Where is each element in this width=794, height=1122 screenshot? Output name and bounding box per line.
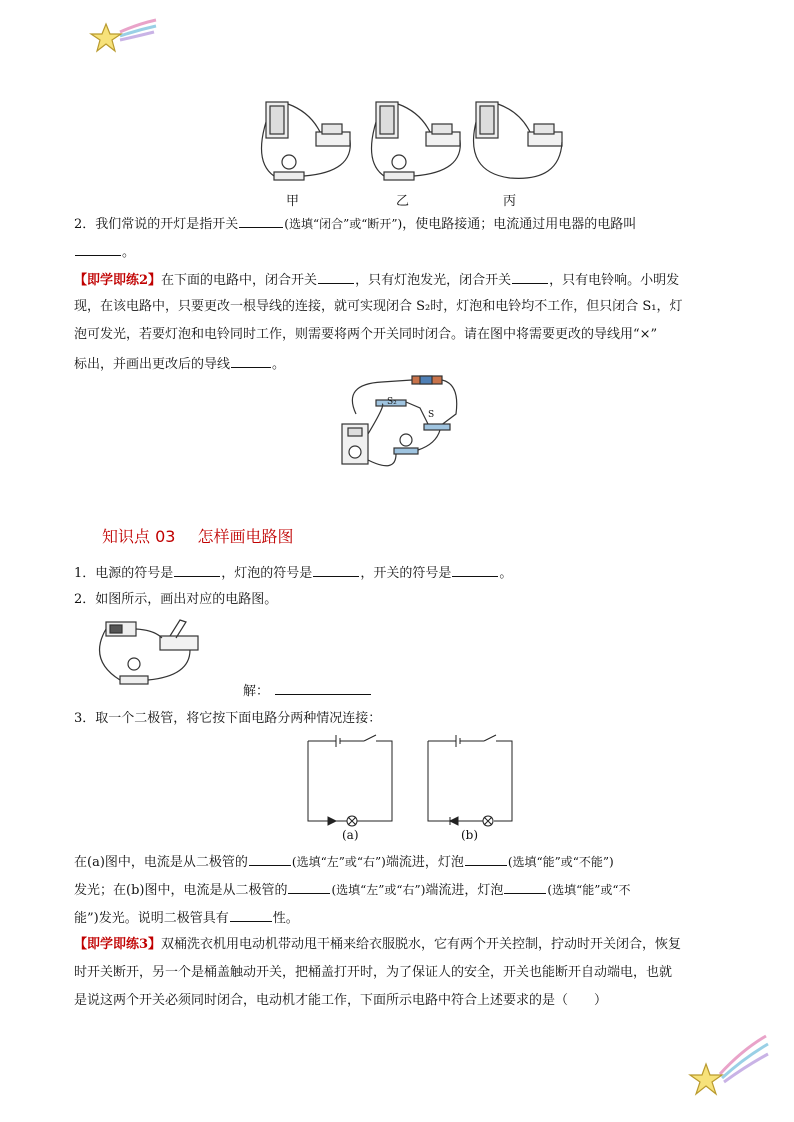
ex3-tag: 【即学即练3】 — [74, 937, 162, 952]
ex2-line4: 标出，并画出更改后的导线 。 — [74, 353, 754, 375]
q2-blank-1[interactable] — [239, 213, 283, 228]
q2-blank-2[interactable] — [75, 241, 121, 256]
k1-blank-1[interactable] — [174, 562, 220, 577]
k3-blank-2[interactable] — [465, 851, 507, 866]
k3-blank-4[interactable] — [504, 879, 546, 894]
circuit-figure-3 — [94, 616, 204, 692]
ex3-line1: 【即学即练3】双桶洗衣机用电动机带动甩干桶来给衣服脱水，它有两个开关控制，拧动时开关闭合，恢复 — [74, 937, 682, 952]
ex3-line2: 时开关断开，另一个是桶盖触动开关，把桶盖打开时，为了保证人的安全，开关也能断开自动端电，也就 — [74, 965, 673, 980]
fig-label-a: (a) — [342, 828, 359, 842]
ex2-line2: 现，在该电路中，只要更改一根导线的连接，就可实现闭合 S₂时，灯泡和电铃均不工作，但只闭合 S₁，灯 — [74, 299, 683, 314]
k3-blank-5[interactable] — [230, 907, 272, 922]
k3-blank-3[interactable] — [288, 879, 330, 894]
switch-label-s: S — [428, 410, 435, 420]
fig-label-yi: 乙 — [396, 194, 410, 209]
circuit-yi — [372, 102, 461, 180]
switch-label-s2: S₂ — [387, 397, 397, 407]
fig-label-bing: 丙 — [503, 194, 517, 209]
k3-intro: 3．取一个二极管，将它按下面电路分两种情况连接： — [74, 711, 382, 726]
circuit-jia — [262, 102, 351, 180]
fig-label-b: (b) — [461, 828, 479, 842]
ex2-tag: 【即学即练2】 — [74, 273, 162, 288]
k3-line3: 能”)发光。说明二极管具有 性。 — [74, 907, 754, 929]
k2-answer-blank[interactable] — [275, 680, 371, 695]
star-decoration-top — [90, 18, 160, 58]
k3-line1: 在(a)图中，电流是从二极管的 (选填“左”或“右”)端流进，灯泡 (选填“能”或“不能”) — [74, 851, 754, 873]
circuit-figure-1 — [250, 92, 570, 192]
k2-line: 2．如图所示，画出对应的电路图。 — [74, 592, 278, 607]
ex2-line1: 【即学即练2】在下面的电路中，闭合开关 ，只有灯泡发光，闭合开关 ，只有电铃响。小明发 — [74, 269, 754, 291]
k1-line: 1．电源的符号是 ，灯泡的符号是 ，开关的符号是 。 — [74, 562, 754, 584]
ex2-blank-2[interactable] — [512, 269, 548, 284]
k1-blank-3[interactable] — [452, 562, 498, 577]
ex2-line3: 泡可发光，若要灯泡和电铃同时工作，则需要将两个开关同时闭合。请在图中将需要更改的导线用“×” — [74, 327, 658, 342]
k1-blank-2[interactable] — [313, 562, 359, 577]
diode-circuit-b — [426, 733, 516, 825]
diode-circuit-a — [306, 733, 396, 825]
k2-answer-label: 解： — [243, 680, 372, 699]
k3-line2: 发光；在(b)图中，电流是从二极管的 (选填“左”或“右”)端流进，灯泡 (选填“能”或“不 — [74, 879, 754, 901]
circuit-figure-2 — [336, 374, 466, 478]
ex3-line3: 是说这两个开关必须同时闭合，电动机才能工作，下面所示电路中符合上述要求的是（ ） — [74, 993, 608, 1008]
k3-blank-1[interactable] — [249, 851, 291, 866]
ex2-blank-1[interactable] — [318, 269, 354, 284]
circuit-bing — [474, 102, 562, 178]
q2-line2: 。 — [74, 241, 754, 263]
section-heading: 知识点 03 怎样画电路图 — [102, 527, 294, 546]
star-decoration-bottom — [686, 1028, 770, 1098]
fig-label-jia: 甲 — [286, 194, 300, 209]
q2-line1: 2．我们常说的开灯是指开关 (选填“闭合”或“断开”)，使电路接通；电流通过用电器的电路叫 — [74, 213, 754, 235]
ex2-blank-3[interactable] — [231, 353, 271, 368]
